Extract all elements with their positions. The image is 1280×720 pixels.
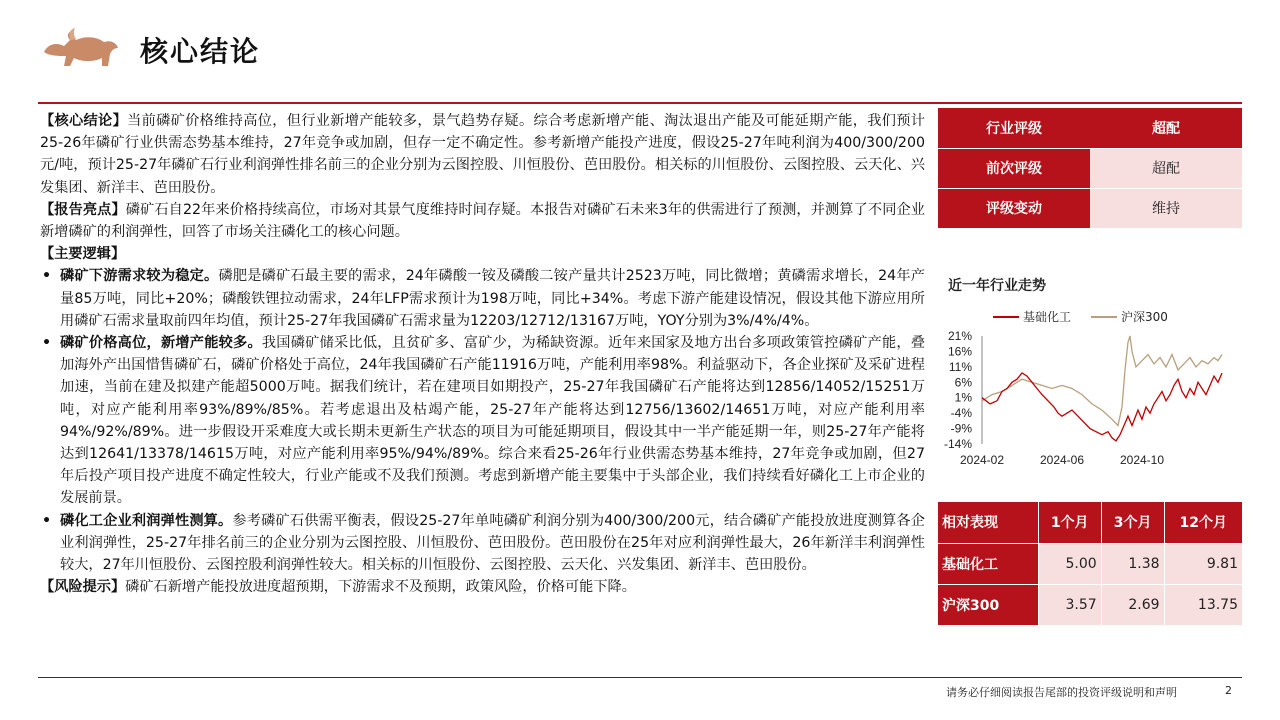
legend-item — [1091, 308, 1168, 325]
bullet-text: 磷肥是磷矿石最主要的需求，24年磷酸一铵及磷酸二铵产量共计2523万吨，同比微增；黄磷需求增长，24年产量85万吨，同比+20%；磷酸铁锂拉动需求，24年LFP需求预计为198万吨，同比+34%。考虑下游产能建设情况，假设其他下游应用所用磷矿石需求量取前四年均值，预计25-27年我国磷矿石需求量为12203/12712/13167万吨，YOY分别为3%/4%/4%。 — [60, 268, 925, 329]
rating-table — [938, 108, 1242, 229]
row-label: 基础化工 — [938, 543, 1038, 584]
highlights-text: 磷矿石自22年来价格持续高位，市场对其景气度维持时间存疑。本报告对磷矿石未来3年的供需进行了预测，并测算了不同企业新增磷矿的利润弹性，回答了市场关注磷化工的核心问题。 — [40, 201, 925, 241]
summary-text — [40, 110, 925, 598]
main-logic-tag: 【主要逻辑】 — [40, 246, 126, 263]
page-title: 核心结论 — [140, 35, 261, 68]
rating-value: 维持 — [1090, 188, 1242, 228]
y-tick-label: 21% — [947, 329, 972, 343]
y-tick-label: 16% — [947, 344, 972, 359]
legend-swatch — [993, 316, 1019, 318]
x-tick-label: 2024-10 — [1119, 453, 1165, 467]
table-cell: 5.00 — [1038, 543, 1101, 584]
legend-label: 基础化工 — [1023, 310, 1072, 324]
table-cell: 2.69 — [1101, 584, 1164, 625]
list-item — [40, 265, 925, 332]
table-row — [938, 148, 1242, 188]
risk-tag: 【风险提示】 — [40, 579, 126, 596]
table-cell: 13.75 — [1164, 584, 1242, 625]
footer-divider — [38, 677, 1242, 678]
industry-trend-chart — [938, 326, 1242, 474]
y-tick-label: -9% — [950, 421, 972, 436]
chart-title: 近一年行业走势 — [948, 278, 1046, 294]
highlights-tag: 【报告亮点】 — [40, 201, 126, 218]
core-conclusion-tag: 【核心结论】 — [40, 113, 128, 129]
list-item — [40, 510, 925, 577]
list-item — [40, 332, 925, 510]
series-line — [982, 373, 1222, 441]
table-cell: 1.38 — [1101, 543, 1164, 584]
table-row — [938, 188, 1242, 228]
bullet-lead: 磷化工企业利润弹性测算。 — [60, 512, 233, 529]
core-conclusion-text: 当前磷矿价格维持高位，但行业新增产能较多，景气趋势存疑。综合考虑新增产能、淘汰退出产能及可能延期产能，我们预计25-26年磷矿行业供需态势基本维持，27年竞争或加剧，但存一定不确定性。参考新增产能投产进度，假设25-27年吨利润为400/300/200元/吨，预计25-27年磷矿石行业利润弹性排名前三的企业分别为云图控股、川恒股份、芭田股份。相关标的川恒股份、云图控股、云天化、兴发集团、新洋丰、芭田股份。 — [40, 113, 925, 196]
table-cell: 9.81 — [1164, 543, 1242, 584]
rating-label: 评级变动 — [938, 188, 1090, 228]
bullet-text: 我国磷矿储采比低，且贫矿多、富矿少，为稀缺资源。近年来国家及地方出台多项政策管控磷矿产能，叠加海外产出国惜售磷矿石，磷矿价格处于高位，24年我国磷矿石产能11916万吨，产能利用率98%。利益驱动下，各企业探矿及采矿进程加速，当前在建及拟建产能超5000万吨。据我们统计，若在建项目如期投产，25-27年我国磷矿石产能将达到12856/14052/15251万吨，对应产能利用率93%/89%/85%。若考虑退出及枯竭产能，25-27年产能将达到12756/13602/14651万吨，对应产能利用率94%/92%/89%。进一步假设开采难度大或长期未更新生产状态的项目为可能延期项目，假设其中一半产能延期一年，则25-27年产能将达到12641/13378/14615万吨，对应产能利用率95%/94%/89%。综合来看25-26年行业供需态势基本维持，27年竞争或加剧，但27年后投产项目投产进度不确定性较大，行业产能或不及我们预测。考虑到新增产能主要集中于头部企业，我们持续看好磷化工上市企业的发展前景。 — [60, 335, 925, 507]
header-divider — [38, 102, 1242, 104]
bullet-lead: 磷矿价格高位，新增产能较多。 — [60, 335, 262, 352]
y-tick-label: 6% — [954, 375, 972, 390]
chart-legend — [993, 308, 1168, 325]
column-header: 3个月 — [1101, 502, 1164, 543]
rating-value: 超配 — [1090, 108, 1242, 148]
table-cell: 3.57 — [1038, 584, 1101, 625]
series-line — [982, 336, 1222, 426]
row-label: 沪深300 — [938, 584, 1038, 625]
disclaimer-note: 请务必仔细阅读报告尾部的投资评级说明和声明 — [946, 686, 1177, 699]
rating-label: 行业评级 — [938, 108, 1090, 148]
rating-label: 前次评级 — [938, 148, 1090, 188]
bullet-lead: 磷矿下游需求较为稳定。 — [60, 268, 219, 285]
table-row — [938, 543, 1242, 584]
column-header: 相对表现 — [938, 502, 1038, 543]
y-tick-label: -4% — [950, 406, 972, 421]
column-header: 1个月 — [1038, 502, 1101, 543]
legend-swatch — [1091, 316, 1117, 318]
legend-item — [993, 308, 1071, 325]
highlights-paragraph — [40, 199, 925, 243]
risk-paragraph — [40, 576, 925, 598]
table-row — [938, 108, 1242, 148]
legend-label: 沪深300 — [1121, 310, 1168, 324]
rating-value: 超配 — [1090, 148, 1242, 188]
table-header-row — [938, 502, 1242, 543]
risk-text: 磷矿石新增产能投放进度超预期，下游需求不及预期，政策风险，价格可能下降。 — [125, 579, 636, 596]
main-logic-heading — [40, 243, 925, 265]
column-header: 12个月 — [1164, 502, 1242, 543]
relative-performance-table — [938, 502, 1242, 625]
y-tick-label: 11% — [948, 359, 972, 374]
y-tick-label: 1% — [954, 390, 972, 405]
bullet-text: 参考磷矿石供需平衡表，假设25-27年单吨磷矿利润分别为400/300/200元，结合磷矿产能投放进度测算各企业利润弹性，25-27年排名前三的企业分别为云图控股、川恒股份、芭田股份。芭田股份在25年对应利润弹性最大，26年新洋丰利润弹性较大，27年川恒股份、云图控股利润弹性较大。相关标的川恒股份、云图控股、云天化、兴发集团、新洋丰、芭田股份。 — [60, 512, 925, 574]
page-number: 2 — [1225, 684, 1232, 697]
table-row — [938, 584, 1242, 625]
core-conclusion-paragraph — [40, 110, 925, 199]
bull-logo-icon — [40, 26, 120, 74]
x-tick-label: 2024-06 — [1039, 453, 1085, 467]
y-tick-label: -14% — [943, 437, 972, 451]
x-tick-label: 2024-02 — [959, 453, 1005, 467]
